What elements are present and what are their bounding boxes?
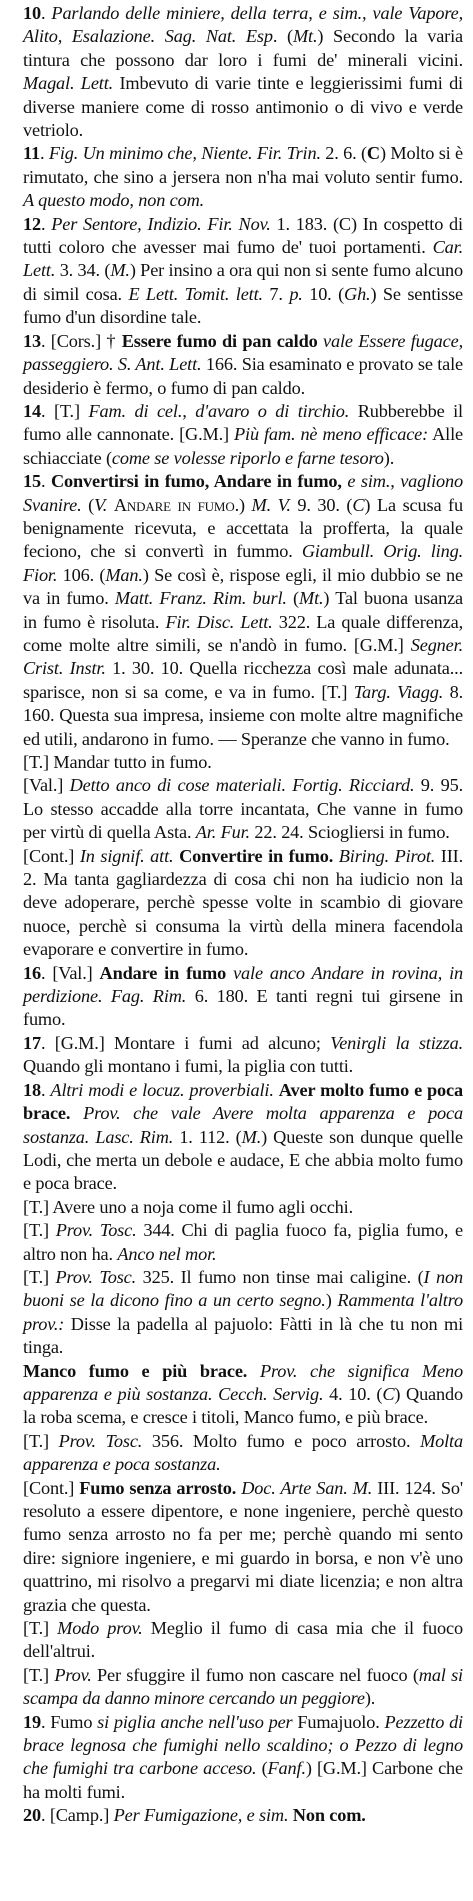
entry-text-segment: Giambull. Orig. ling. Fior.	[23, 541, 463, 585]
dictionary-entry-e15-t	[5, 751, 463, 774]
entry-text-segment: Doc. Arte San. M.	[241, 1477, 373, 1498]
entry-text-segment: Man.	[105, 564, 143, 585]
dictionary-entry-e18-t5	[5, 1617, 463, 1664]
entry-text-segment: 3. 34. (	[55, 260, 111, 281]
entry-text-segment: Biring. Pirot.	[338, 845, 436, 866]
entry-text-segment: Convertirsi in fumo, Andare in fumo,	[50, 471, 342, 492]
entry-text-segment: Molta apparenza e poca sostanza.	[23, 1430, 463, 1475]
entry-text-segment: Ar. Fur.	[195, 822, 250, 843]
entry-text-segment: Manco fumo e più brace.	[23, 1360, 248, 1381]
entry-number: 18	[23, 1079, 41, 1100]
entry-text-segment: Imbevuto di varie tinte e leggierissimi fumi di diverse maniere come di rosso antimonio o di vivo e verde vetriolo.	[23, 73, 463, 141]
entry-text-segment: . [Cors.] †	[40, 330, 122, 351]
entry-text-segment: Alle schiacciate (	[23, 424, 463, 468]
entry-text-segment: (	[286, 588, 299, 609]
entry-text-segment: Per Sentore, Indizio. Fir. Nov.	[51, 213, 271, 234]
entry-text-segment: [T.]	[23, 1220, 56, 1241]
entry-text-segment: A questo modo, non com.	[23, 190, 205, 211]
entry-text-segment: ) Per insino a ora qui non si sente fumo alcuno di simil cosa.	[23, 260, 464, 304]
entry-text-segment: ) Queste son dunque quelle Lodi, che merta un debole e audace, E che abbia molto fumo e poca brace.	[23, 1126, 463, 1194]
entry-text-segment: Mt.	[292, 26, 318, 47]
entry-number: 13	[23, 330, 41, 351]
entry-text-segment: 1. 30. 10. Quella ricchezza così male adunata... sparisce, non si sa come, e va in fumo. [T.]	[23, 658, 463, 702]
entry-text-segment: Aver molto fumo e poca brace.	[23, 1079, 464, 1124]
entry-text-segment: . [Val.]	[40, 962, 100, 983]
entry-text-segment: (	[81, 494, 95, 515]
entry-text-segment: Prov. che significa Meno apparenza e più sostanza. Cecch. Servig.	[23, 1360, 464, 1404]
entry-text-segment: Meglio il fumo di casa mia che il fuoco dell'altrui.	[23, 1618, 463, 1662]
entry-text-segment: Fumo senza arrosto.	[79, 1477, 237, 1498]
entry-text-segment: [Val.]	[23, 775, 70, 796]
entry-number: 20	[23, 1805, 41, 1826]
entry-text-segment: ) Tal buona usanza in fumo è risoluta.	[23, 588, 463, 632]
entry-text-segment: Prov. Tosc.	[58, 1430, 143, 1451]
entry-text-segment: Pezzetto di brace legnosa che fumighi nello scaldino; o Pezzo di legno che fumighi tra carbone acceso.	[23, 1711, 463, 1779]
entry-text-segment: . Fumo	[40, 1711, 98, 1732]
entry-text-segment: ) Molto si è rimutato, che sino a jersera non n'ha mai voluto sentir fumo.	[23, 143, 463, 187]
entry-number: 19	[23, 1711, 41, 1732]
entry-text-segment: Andare in fumo	[99, 962, 227, 983]
entry-text-segment: vale anco Andare in rovina, in perdizione. Fag. Rim.	[23, 962, 463, 1007]
entry-text-segment: 325. Il fumo non tinse mai caligine. (	[136, 1266, 424, 1287]
dictionary-entry-e18-manco	[5, 1360, 463, 1430]
entry-text-segment: Fir. Disc. Lett.	[165, 611, 273, 632]
entry-text-segment: Rubberebbe il fumo alle cannonate. [G.M.]	[23, 400, 463, 445]
entry-text-segment: Disse la padella al pajuolo: Fàtti in là che tu non mi tinga.	[23, 1313, 463, 1358]
entry-number: 15	[23, 471, 41, 492]
entry-text-segment: 4. 10. (	[323, 1383, 383, 1404]
entry-text-segment: Per sfuggire il fumo non cascare nel fuoco (	[91, 1664, 419, 1685]
entry-text-segment: [T.]	[23, 1618, 58, 1639]
entry-text-segment	[107, 495, 114, 515]
entry-text-segment: [T.] Mandar tutto in fumo.	[23, 752, 212, 772]
dictionary-entry-e15-cont	[5, 845, 463, 962]
entry-text-segment: ) La scusa fu benignamente ricevuta, e accettata la profferta, la quale feciono, che si convertì in fummo.	[23, 494, 463, 562]
dictionary-entry-e20	[5, 1804, 463, 1827]
entry-text-segment: In signif. att.	[79, 845, 174, 866]
entry-text-segment: Per Fumigazione, e sim.	[113, 1805, 289, 1826]
entry-text-segment: Più fam. nè meno efficace:	[234, 424, 429, 445]
entry-text-segment: 1. 183. (C) In cospetto di tutti coloro che avesser mai fumo de' tuoi portamenti.	[23, 213, 463, 258]
entry-text-segment: . [G.M.] Montare i fumi ad alcuno;	[40, 1032, 331, 1053]
dictionary-entry-e18-t2	[5, 1219, 463, 1266]
entry-text-segment: 7.	[262, 283, 290, 304]
entry-number: 11	[23, 143, 40, 164]
entry-text-segment: 10. (	[302, 283, 345, 304]
entry-text-segment: C	[382, 1383, 395, 1404]
entry-text-segment: Detto anco di cose materiali. Fortig. Ricciard.	[69, 775, 415, 796]
entry-text-segment: Prov. Tosc.	[55, 1266, 137, 1287]
entry-text-segment: ) Se così è, rispose egli, il mio dubbio se ne va in fumo.	[23, 564, 463, 609]
entry-text-segment: Matt. Franz. Rim. burl.	[114, 588, 287, 609]
dictionary-entry-e18-t3	[5, 1266, 463, 1360]
dictionary-entry-e13	[5, 330, 463, 400]
entry-text-segment: Targ. Viagg.	[353, 681, 444, 702]
dictionary-entry-e18-t1	[5, 1196, 463, 1219]
entry-text-segment: 1. 112. (	[173, 1126, 242, 1147]
dictionary-entry-e15-val	[5, 774, 463, 844]
entry-text-segment: Quando gli montano i fumi, la piglia con tutti.	[23, 1056, 354, 1077]
entry-text-segment	[70, 1103, 83, 1123]
entry-text-segment: Mt.	[298, 588, 324, 609]
entry-text-segment: 8. 160. Questa sua impresa, insieme con molte altre magnifiche ed utili, andarono in fumo. — Speranze che vanno in fumo.	[23, 681, 463, 749]
entry-text-segment: [T.]	[23, 1664, 55, 1685]
entry-text-segment: Prov.	[54, 1664, 92, 1685]
entry-text-segment: V.	[94, 494, 108, 515]
entry-text-segment: ).	[364, 1688, 376, 1709]
entry-text-segment: Altri modi e locuz. proverbiali.	[50, 1079, 274, 1100]
entry-text-segment: [T.]	[23, 1266, 56, 1287]
entry-text-segment	[247, 1361, 260, 1381]
entry-text-segment: 322. La quale differenza, come molte altre simili, se n'andò in fumo. [G.M.]	[23, 611, 464, 655]
dictionary-entry-e18-cont	[5, 1477, 463, 1617]
entry-text-segment: Venirgli la stizza.	[330, 1032, 463, 1053]
entry-text-segment: Fig. Un minimo che, Niente. Fir. Trin.	[48, 143, 321, 164]
entry-text-segment: [T.]	[23, 1430, 59, 1451]
entry-text-segment: Modo prov.	[57, 1618, 143, 1639]
entry-text-segment: .	[40, 1079, 51, 1100]
entry-text-segment: vale Essere fugace, passeggiero. S. Ant. Lett.	[23, 330, 464, 375]
entry-text-segment: Segner. Crist. Instr.	[23, 634, 463, 679]
dictionary-entry-e15	[5, 470, 463, 751]
entry-text-segment: 2. 6. (	[320, 143, 367, 164]
dictionary-entry-e16	[5, 962, 463, 1032]
entry-text-segment: Prov. Tosc.	[55, 1220, 137, 1241]
entry-text-segment: ) [G.M.] Carbone che ha molti fumi.	[23, 1758, 463, 1802]
entry-text-segment: 6. 180. E tanti regni tui girsene in fumo.	[23, 986, 463, 1030]
entry-text-segment: ) Quando la roba scema, e cresce i titoli, Manco fumo, e più brace.	[23, 1383, 463, 1428]
entry-text-segment: 9. 95. Lo stesso accadde alla torre incantata, Che vanne in fumo per virtù di quella Asta.	[23, 775, 463, 843]
entry-number: 14	[23, 400, 41, 421]
entry-text-segment: Gh.	[344, 283, 371, 304]
entry-text-segment: .	[40, 471, 51, 492]
dictionary-entry-e14	[5, 400, 463, 470]
entry-text-segment: ) Secondo la varia tintura che possono dar loro i fumi de' minerali vicini.	[23, 26, 463, 70]
entry-text-segment: mal si scampa da danno minore cercando un peggiore	[23, 1664, 463, 1709]
entry-text-segment: 9. 30. (	[290, 494, 353, 515]
entry-text-segment: .	[39, 143, 49, 164]
entry-text-segment: 344. Chi di paglia fuoco fa, piglia fumo, e altro non ha.	[23, 1220, 463, 1264]
dictionary-entry-e18	[5, 1079, 463, 1196]
entry-text-segment: .	[40, 213, 52, 234]
dictionary-entry-e12	[5, 213, 463, 330]
entry-text-segment: p.	[289, 283, 303, 304]
entry-text-segment: Non com.	[292, 1805, 366, 1826]
entry-text-segment: Anco nel mor.	[117, 1243, 217, 1264]
entry-text-segment: 22. 24. Sciogliersi in fumo.	[249, 822, 450, 843]
entry-text-segment: III. 2. Ma tanta gagliardezza di cosa chi non ha iudicio non la deve adoperare, perchè spesse volte in scambio di giovare nuoce, perchè si consuma la virtù della minera facendola evaporare e convertire in fumo.	[23, 845, 464, 960]
entry-text-segment: Fam. di cel., d'avaro o di tirchio.	[88, 400, 350, 421]
entry-text-segment: Convertire in fumo.	[179, 845, 334, 866]
dictionary-entry-e10	[5, 2, 463, 142]
entry-text-segment: I non buoni se la dicono fino a un certo segno.	[23, 1266, 463, 1311]
entry-text-segment: 106. (	[57, 564, 106, 585]
entry-text-segment: . [Camp.]	[40, 1805, 114, 1826]
entry-text-segment: M.	[241, 1126, 262, 1147]
entry-text-segment: come se volesse riporlo e farne tesoro	[111, 447, 384, 468]
entry-number: 12	[23, 213, 41, 234]
entry-number: 16	[23, 962, 41, 983]
entry-text-segment: Essere fumo di pan caldo	[121, 330, 318, 351]
entry-text-segment: ) Se sentisse fumo d'un disordine tale.	[23, 283, 464, 328]
entry-text-segment: si piglia anche nell'uso per	[97, 1711, 293, 1732]
entry-text-segment: .	[40, 3, 52, 23]
entry-text-segment: C	[366, 143, 380, 164]
entry-text-segment: (	[256, 1758, 268, 1779]
entry-text-segment: . [T.]	[40, 400, 89, 421]
entry-text-segment: M.	[110, 260, 130, 281]
entry-text-segment: )	[325, 1290, 338, 1311]
entry-text-segment: Fanf.	[267, 1758, 306, 1779]
entry-number: 10	[23, 3, 41, 23]
dictionary-entry-e17	[5, 1032, 463, 1079]
entry-text-segment: Rammenta l'altro prov.:	[23, 1290, 463, 1334]
entry-text-segment: Parlando delle miniere, della terra, e sim., vale Vapore, Alito, Esalazione. Sag. Nat. Esp	[23, 3, 463, 47]
entry-text-segment: [Cont.]	[23, 1477, 80, 1498]
dictionary-entry-e18-t4	[5, 1430, 463, 1477]
dictionary-entry-e19	[5, 1711, 463, 1805]
entry-text-segment: [Cont.]	[23, 845, 80, 866]
entry-number: 17	[23, 1032, 41, 1053]
entry-text-segment: III. 124. So' resoluto a essere dipentore, e none ingeniere, perchè questo fumo senza arrosto no fa per me; perchè quando mi sento dire: signiore ingeniere, e mi guardo in borsa, e non v'è uno quattrino, mi risolvo a pregarvi mi diate licenzia; e non altra grazia che questa.	[23, 1477, 464, 1615]
entry-text-segment: [T.] Avere uno a noja come il fumo agli occhi.	[23, 1196, 353, 1217]
entry-text-segment: .)	[234, 494, 252, 515]
entry-text-segment: Fumajuolo.	[292, 1711, 385, 1732]
entry-text-segment: Andare in fumo	[113, 494, 235, 515]
entry-text-segment: . (	[272, 26, 293, 47]
entry-text-segment: 166. Sia esaminato e provato se tale desiderio è fermo, o fumo di pan caldo.	[23, 354, 463, 398]
entry-text-segment: E Lett. Tomit. lett.	[128, 283, 263, 304]
dictionary-entry-e11	[5, 142, 463, 212]
entry-text-segment: Magal. Lett.	[23, 73, 114, 94]
entry-text-segment: Car. Lett.	[23, 237, 463, 281]
entry-text-segment: Prov. che vale Avere molta apparenza e poca sostanza. Lasc. Rim.	[23, 1103, 464, 1147]
entry-text-segment: ).	[383, 447, 395, 468]
entry-text-segment: e sim., vagliono Svanire.	[23, 471, 463, 515]
entry-text-segment: C	[352, 494, 365, 515]
entry-text-segment: M. V.	[251, 494, 291, 515]
entry-text-segment: 356. Molto fumo e poco arrosto.	[142, 1430, 421, 1451]
dictionary-entry-e18-t6	[5, 1664, 463, 1711]
